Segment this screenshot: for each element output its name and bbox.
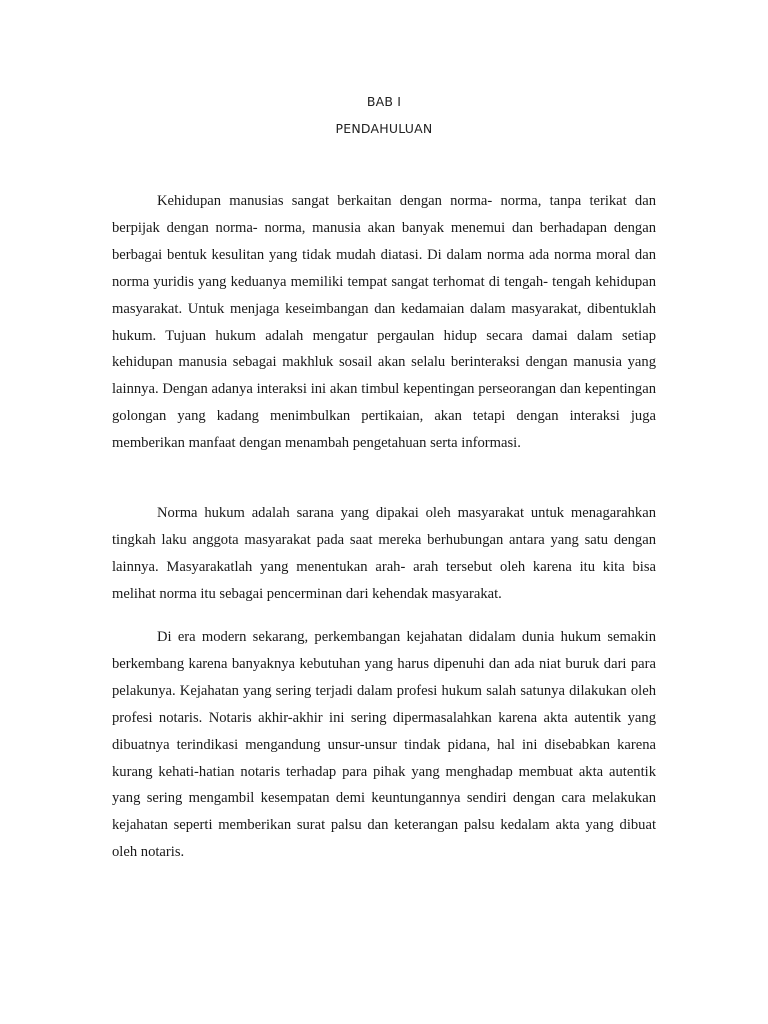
paragraph-3: Di era modern sekarang, perkembangan kejahatan didalam dunia hukum semakin berkembang karena banyaknya kebutuhan yang harus dipenuhi dan ada niat buruk dari para pelakunya. Kejahatan yang sering terjadi dalam profesi hukum salah satunya dilakukan oleh profesi notaris. Notaris akhir-akhir ini sering dipermasalahkan karena akta autentik yang dibuatnya terindikasi mengandung unsur-unsur tindak pidana, hal ini disebabkan karena kurang kehati-hatian notaris terhadap para pihak yang menghadap membuat akta autentik yang sering mengambil kesempatan demi keuntungannya sendiri dengan cara melakukan kejahatan seperti memberikan surat palsu dan keterangan palsu kedalam akta yang dibuat oleh notaris.: [112, 629, 656, 861]
chapter-heading: BAB I: [366, 94, 402, 109]
paragraph-1: Kehidupan manusias sangat berkaitan dengan norma- norma, tanpa terikat dan berpijak dengan norma- norma, manusia akan banyak menemui dan berhadapan dengan berbagai bentuk kesulitan yang tidak mudah diatasi. Di dalam norma ada norma moral dan norma yuridis yang keduanya memiliki tempat sangat terhomat di tengah- tengah kehidupan masyarakat. Untuk menjaga keseimbangan dan kedamaian dalam masyarakat, dibentuklah hukum. Tujuan hukum adalah mengatur pergaulan hidup secara damai dalam setiap kehidupan manusia sebagai makhluk sosail akan selalu berinteraksi dengan manusia yang lainnya. Dengan adanya interaksi ini akan timbul kepentingan perseorangan dan kepentingan golongan yang kadang menimbulkan pertikaian, akan tetapi dengan interaksi juga memberikan manfaat dengan menambah pengetahuan serta informasi.: [112, 193, 656, 452]
paragraph-2: Norma hukum adalah sarana yang dipakai oleh masyarakat untuk menagarahkan tingkah laku anggota masyarakat pada saat mereka berhubungan antara yang satu dengan lainnya. Masyarakatlah yang menentukan arah- arah tersebut oleh karena itu kita bisa melihat norma itu sebagai pencerminan dari kehendak masyarakat.: [112, 505, 656, 602]
chapter-title: PENDAHULUAN: [335, 121, 433, 136]
